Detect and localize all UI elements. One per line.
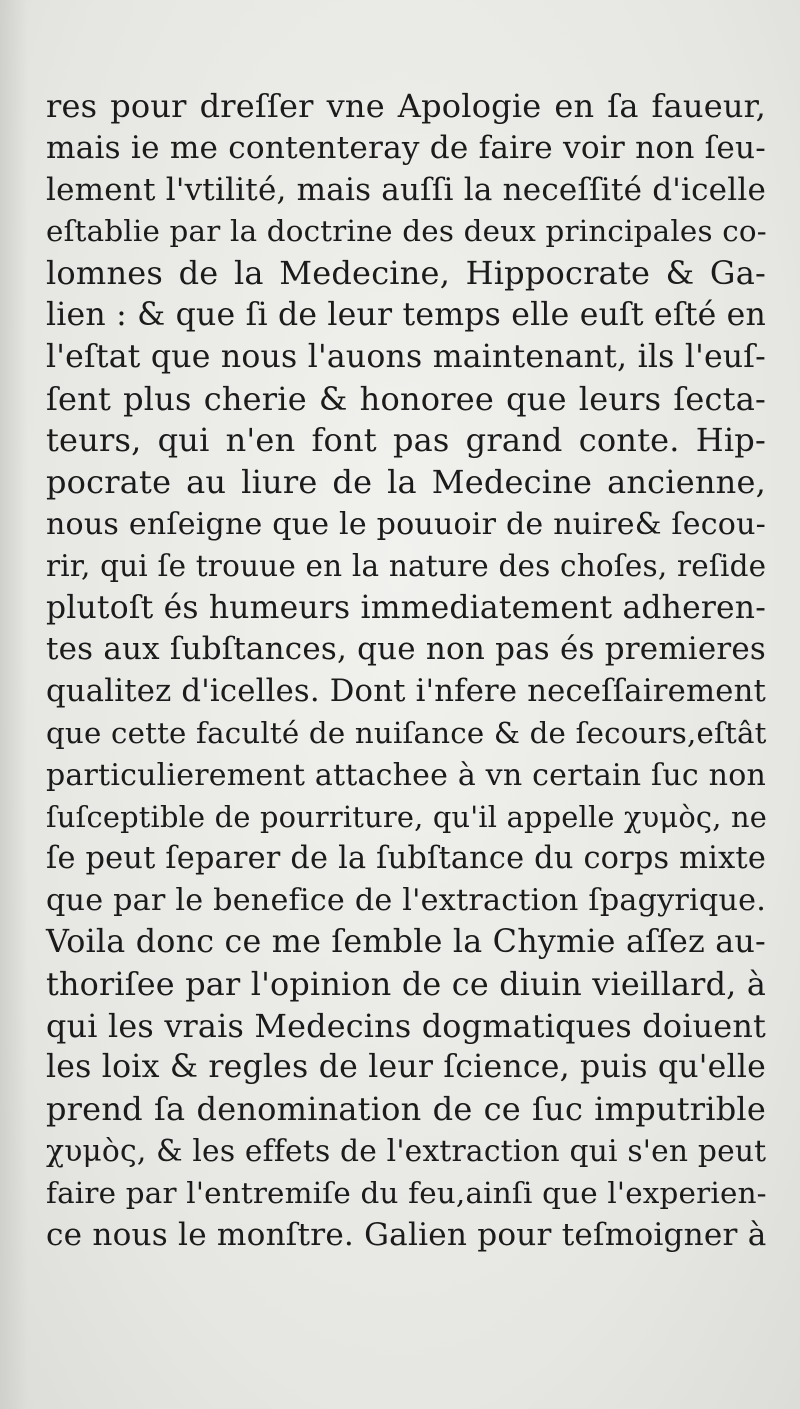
- text-line: lomnes de la Medecine, Hippocrate & Ga-: [46, 254, 766, 293]
- text-line: plutoſt és humeurs immediatement adheren-: [46, 589, 767, 626]
- text-line: χυμὸς, & les effets de l'extraction qui s'en peut: [46, 1133, 767, 1169]
- body-text: [46, 86, 766, 1256]
- text-line: l'eſtat que nous l'auons maintenant, ils l'euſ-: [46, 338, 766, 375]
- text-line: qualitez d'icelles. Dont i'nfere neceſſairement: [46, 674, 767, 710]
- text-line: lement l'vtilité, mais auſſi la neceſſité d'icelle: [46, 171, 766, 208]
- text-line: ſe peut ſeparer de la ſubſtance du corps mixte: [46, 841, 766, 877]
- text-line: nous enſeigne que le pouuoir de nuire& ſecou-: [46, 506, 766, 542]
- page-gutter-shadow: [0, 0, 28, 1409]
- text-line: ſent plus cherie & honoree que leurs ſecta-: [46, 379, 766, 418]
- text-line: Voila donc ce me ſemble la Chymie aſſez au-: [46, 923, 766, 960]
- text-line: que par le benefice de l'extraction ſpagyrique.: [46, 883, 766, 919]
- text-line: prend ſa denomination de ce ſuc imputrible: [46, 1090, 766, 1129]
- text-line: faire par l'entremiſe du feu,ainſi que l'experien-: [46, 1175, 767, 1210]
- text-line: particulierement attachee à vn certain ſuc non: [46, 757, 766, 793]
- text-line: tes aux ſubſtances, que non pas és premieres: [46, 631, 766, 668]
- text-line: res pour dreſſer vne Apologie en ſa faueur,: [46, 87, 766, 125]
- text-line: eſtablie par la doctrine des deux principales co-: [46, 214, 767, 249]
- text-line: que cette faculté de nuiſance & de ſecours,eſtât: [46, 715, 767, 750]
- text-line: pocrate au liure de la Medecine ancienne,: [46, 463, 766, 502]
- text-line: ce nous le monſtre. Galien pour teſmoigner à: [46, 1216, 767, 1253]
- text-line: qui les vrais Medecins dogmatiques doiuent: [46, 1006, 766, 1045]
- text-line: teurs, qui n'en font pas grand conte. Hip-: [46, 421, 766, 460]
- text-line: les loix & regles de leur ſcience, puis qu'elle: [46, 1049, 766, 1086]
- text-line: rir, qui ſe trouue en la nature des choſes, reſide: [46, 548, 767, 583]
- text-line: mais ie me contenteray de faire voir non ſeu-: [46, 129, 766, 166]
- text-line: thoriſee par l'opinion de ce diuin vieillard, à: [46, 964, 766, 1003]
- text-line: lien : & que ſi de leur temps elle euſt eſté en: [46, 296, 766, 333]
- text-line: ſuſceptible de pourriture, qu'il appelle χυμὸς, ne: [46, 799, 767, 834]
